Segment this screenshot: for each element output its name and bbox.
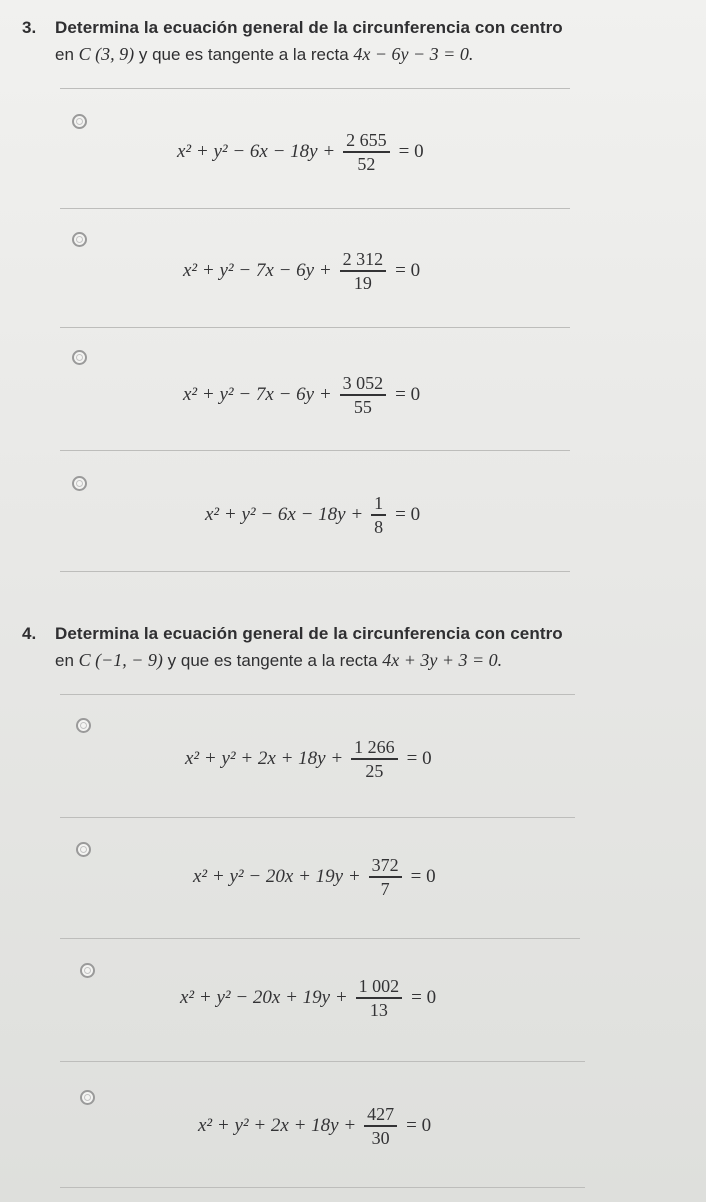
formula-terms: x² + y² − 6x − 18y + — [205, 504, 364, 525]
option-formula-q3-c[interactable] — [183, 370, 420, 420]
tangent-line-expression: 4x − 6y − 3 = 0. — [353, 44, 474, 64]
formula-terms: x² + y² − 6x − 18y + — [177, 141, 336, 162]
tangent-line-expression: 4x + 3y + 3 = 0. — [382, 650, 503, 670]
question-text-middle: y que es tangente a la recta — [134, 45, 354, 64]
formula-equals-zero: = 0 — [395, 384, 421, 405]
formula-equals-zero: = 0 — [398, 141, 424, 162]
fraction-denominator: 55 — [353, 396, 372, 417]
fraction-numerator: 427 — [367, 1104, 395, 1125]
question-text: Determina la ecuación general de la circunferencia con centro — [55, 18, 563, 37]
option-radio-q3-c[interactable] — [72, 350, 87, 365]
fraction-denominator: 30 — [371, 1127, 390, 1148]
fraction-numerator: 1 — [374, 493, 384, 514]
divider — [60, 88, 570, 89]
option-radio-q3-b[interactable] — [72, 232, 87, 247]
fraction-denominator: 8 — [374, 516, 384, 537]
formula-terms: x² + y² + 2x + 18y + — [185, 748, 344, 769]
option-radio-q4-a[interactable] — [76, 718, 91, 733]
question-text-middle: y que es tangente a la recta — [162, 651, 383, 670]
fraction-denominator: 25 — [365, 760, 384, 781]
option-formula-q3-b[interactable] — [183, 246, 420, 296]
fraction — [340, 248, 387, 294]
fraction — [364, 1103, 397, 1149]
formula-terms: x² + y² − 20x + 19y + — [193, 866, 361, 887]
formula-terms: x² + y² − 7x − 6y + — [183, 384, 332, 405]
fraction — [351, 736, 398, 782]
formula-equals-zero: = 0 — [411, 987, 437, 1008]
fraction-numerator: 3 052 — [342, 373, 384, 394]
formula-equals-zero: = 0 — [410, 866, 436, 887]
divider — [60, 1061, 585, 1062]
fraction-denominator: 52 — [357, 153, 376, 174]
option-formula-q4-b[interactable] — [193, 852, 436, 902]
fraction — [369, 854, 402, 900]
fraction-denominator: 19 — [353, 272, 372, 293]
formula-terms: x² + y² − 20x + 19y + — [180, 987, 348, 1008]
center-expression: C (3, 9) — [78, 44, 135, 64]
option-formula-q3-a[interactable] — [177, 127, 424, 177]
question-3 — [22, 16, 672, 69]
formula-equals-zero: = 0 — [395, 260, 421, 281]
divider — [60, 450, 570, 451]
question-stem-line2 — [55, 40, 672, 69]
fraction — [371, 492, 386, 538]
option-radio-q4-b[interactable] — [76, 842, 91, 857]
option-radio-q4-d[interactable] — [80, 1090, 95, 1105]
option-formula-q3-d[interactable] — [205, 490, 420, 540]
option-formula-q4-d[interactable] — [198, 1101, 431, 1151]
divider — [60, 938, 580, 939]
question-text-prefix: en — [55, 45, 79, 64]
question-4 — [22, 622, 672, 675]
option-radio-q3-a[interactable] — [72, 114, 87, 129]
formula-equals-zero: = 0 — [406, 748, 432, 769]
question-stem-line1 — [22, 16, 672, 40]
fraction — [356, 975, 403, 1021]
formula-terms: x² + y² − 7x − 6y + — [183, 260, 332, 281]
question-stem-line2 — [55, 646, 672, 675]
question-number: 4. — [22, 624, 37, 643]
center-expression: C (−1, − 9) — [78, 650, 163, 670]
divider — [60, 571, 570, 572]
fraction-numerator: 372 — [371, 855, 399, 876]
fraction-numerator: 1 002 — [358, 976, 400, 997]
fraction — [340, 372, 387, 418]
fraction-denominator: 13 — [369, 999, 388, 1020]
question-stem-line1 — [22, 622, 672, 646]
fraction-denominator: 7 — [380, 878, 390, 899]
divider — [60, 694, 575, 695]
divider — [60, 817, 575, 818]
question-text: Determina la ecuación general de la circunferencia con centro — [55, 624, 563, 643]
fraction-numerator: 1 266 — [354, 737, 395, 758]
option-radio-q3-d[interactable] — [72, 476, 87, 491]
formula-equals-zero: = 0 — [395, 504, 421, 525]
fraction-numerator: 2 312 — [342, 249, 384, 270]
option-formula-q4-a[interactable] — [185, 734, 432, 784]
formula-equals-zero: = 0 — [406, 1115, 432, 1136]
question-text-prefix: en — [55, 651, 79, 670]
formula-terms: x² + y² + 2x + 18y + — [198, 1115, 357, 1136]
divider — [60, 327, 570, 328]
option-radio-q4-c[interactable] — [80, 963, 95, 978]
option-formula-q4-c[interactable] — [180, 973, 436, 1023]
fraction — [343, 129, 390, 175]
fraction-numerator: 2 655 — [346, 130, 387, 151]
question-number: 3. — [22, 18, 37, 37]
divider — [60, 208, 570, 209]
divider — [60, 1187, 585, 1188]
